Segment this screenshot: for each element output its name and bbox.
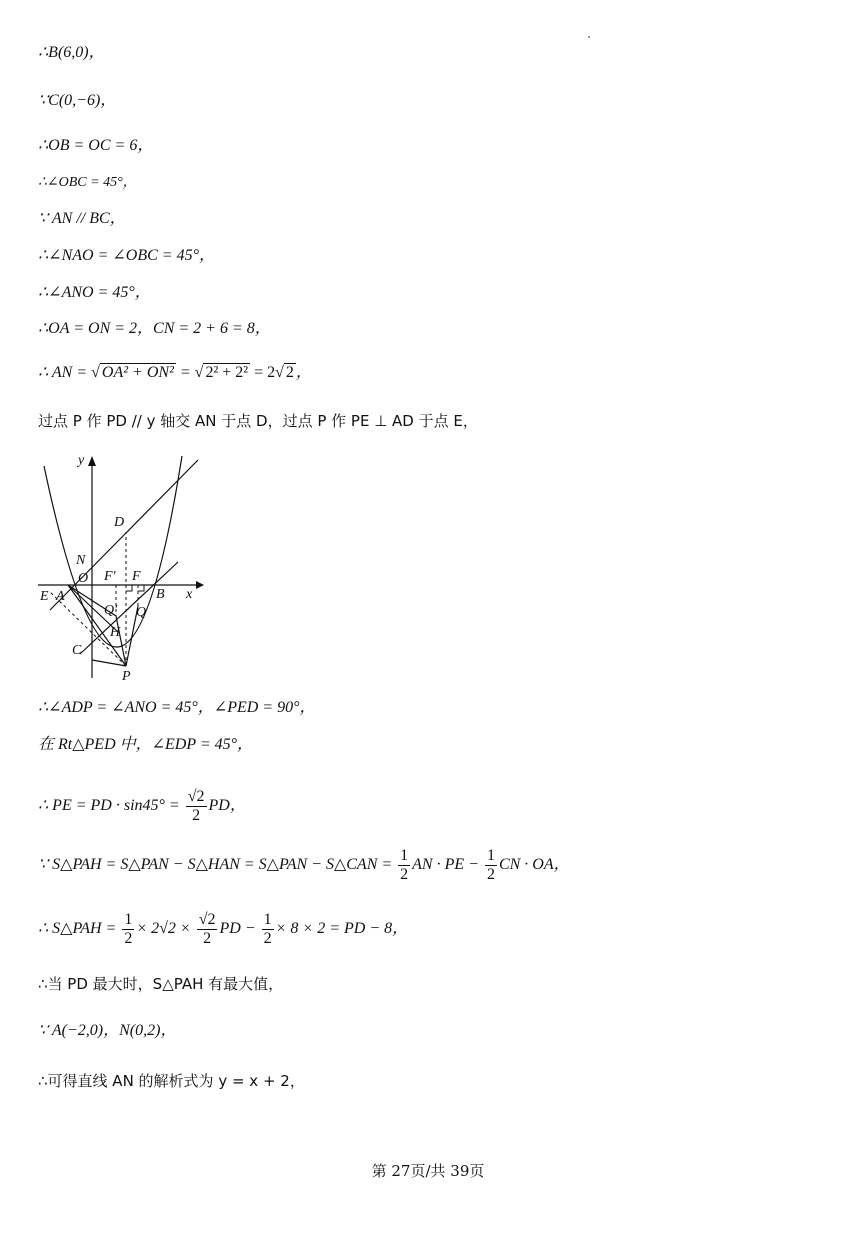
spah-part-2: PD −: [219, 920, 260, 938]
label-h: H: [110, 625, 121, 640]
text-line-7: ∴∠ANO = 45°，: [38, 284, 151, 301]
right-angle-mark: [126, 585, 132, 591]
parabola-figure: [36, 448, 204, 684]
sqrt-radicand-2: 2² + 2²: [205, 364, 249, 381]
text-line-13: [38, 788, 246, 825]
text-line-17: ∵ A(−2,0)，N(0,2)，: [38, 1022, 177, 1039]
speck: [588, 36, 590, 38]
label-f: F: [132, 569, 141, 584]
label-o: O: [78, 571, 89, 586]
equals-1: =: [175, 364, 195, 381]
text-line-18: ∴可得直线 AN 的解析式为 y = x + 2，: [38, 1072, 305, 1090]
area-middle: AN · PE −: [412, 856, 483, 874]
label-b: B: [156, 587, 165, 602]
text-line-14: [38, 847, 570, 884]
label-f-prime: F′: [104, 569, 116, 584]
text-line-16: ∴当 PD 最大时，S△PAH 有最大值，: [38, 975, 284, 993]
fraction-half-2: $\frac{1}{2}$: [486, 847, 495, 883]
an-prefix: ∴ AN =: [38, 364, 92, 381]
text-line-11: ∴∠ADP = ∠ANO = 45°，∠PED = 90°，: [38, 699, 316, 716]
fraction-half-1: $\frac{1}{2}$: [400, 847, 409, 883]
label-p: P: [122, 669, 131, 684]
equals-2: = 2: [250, 364, 276, 381]
area-prefix: ∵ S△PAH = S△PAN − S△HAN = S△PAN − S△CAN =: [38, 856, 397, 874]
label-d: D: [114, 515, 125, 530]
spah-suffix: × 8 × 2 = PD − 8，: [275, 920, 409, 938]
text-line-10: 过点 P 作 PD // y 轴交 AN 于点 D，过点 P 作 PE ⊥ AD 于点 E，: [38, 412, 478, 430]
x-axis-arrow: [196, 581, 204, 589]
label-q-prime: Q′: [104, 603, 118, 618]
comma: ，: [295, 364, 312, 381]
pe-prefix: ∴ PE = PD · sin45° =: [38, 797, 184, 815]
label-c: C: [72, 643, 82, 658]
spah-part-1: × 2√2 ×: [136, 920, 195, 938]
fraction-sqrt2-over-2: $\frac{√2}{2}$: [187, 788, 205, 824]
label-q: Q: [136, 605, 147, 620]
sqrt-radicand-3: 2: [285, 364, 294, 381]
text-line-5: ∵ AN // BC，: [38, 210, 126, 227]
y-axis-arrow: [88, 456, 96, 466]
text-line-4: ∴∠OBC = 45°，: [38, 175, 137, 190]
label-y: y: [78, 453, 85, 468]
sqrt-radicand-1: OA² + ON²: [101, 364, 174, 381]
label-x: x: [186, 587, 193, 602]
text-line-12: 在 Rt△PED 中，∠EDP = 45°，: [38, 736, 254, 753]
right-angle-mark-2: [138, 585, 144, 591]
parabola-curve: [44, 456, 182, 647]
fraction-sqrt2-over-2-b: $\frac{√2}{2}$: [198, 911, 216, 947]
page-footer: 第 27页/共 39页: [371, 1162, 485, 1180]
label-n: N: [76, 553, 86, 568]
text-line-2: ∵C(0,−6)，: [38, 92, 117, 109]
fraction-half-4: $\frac{1}{2}$: [263, 911, 272, 947]
text-line-6: ∴∠NAO = ∠OBC = 45°，: [38, 247, 215, 264]
text-line-3: ∴OB = OC = 6，: [38, 137, 154, 154]
label-a: A: [56, 589, 65, 604]
fraction-half-3: $\frac{1}{2}$: [124, 911, 133, 947]
pe-suffix: PD，: [208, 797, 246, 815]
text-line-9: ∴ AN = √ OA² + ON² = √ 2² + 2² = 2√ 2 ，: [38, 364, 312, 381]
label-e: E: [40, 589, 49, 604]
text-line-15: [38, 911, 408, 948]
text-line-1: ∴B(6,0)，: [38, 44, 105, 61]
text-line-8: ∴OA = ON = 2，CN = 2 + 6 = 8，: [38, 320, 271, 337]
spah-prefix: ∴ S△PAH =: [38, 920, 121, 938]
area-suffix: CN · OA，: [498, 856, 570, 874]
